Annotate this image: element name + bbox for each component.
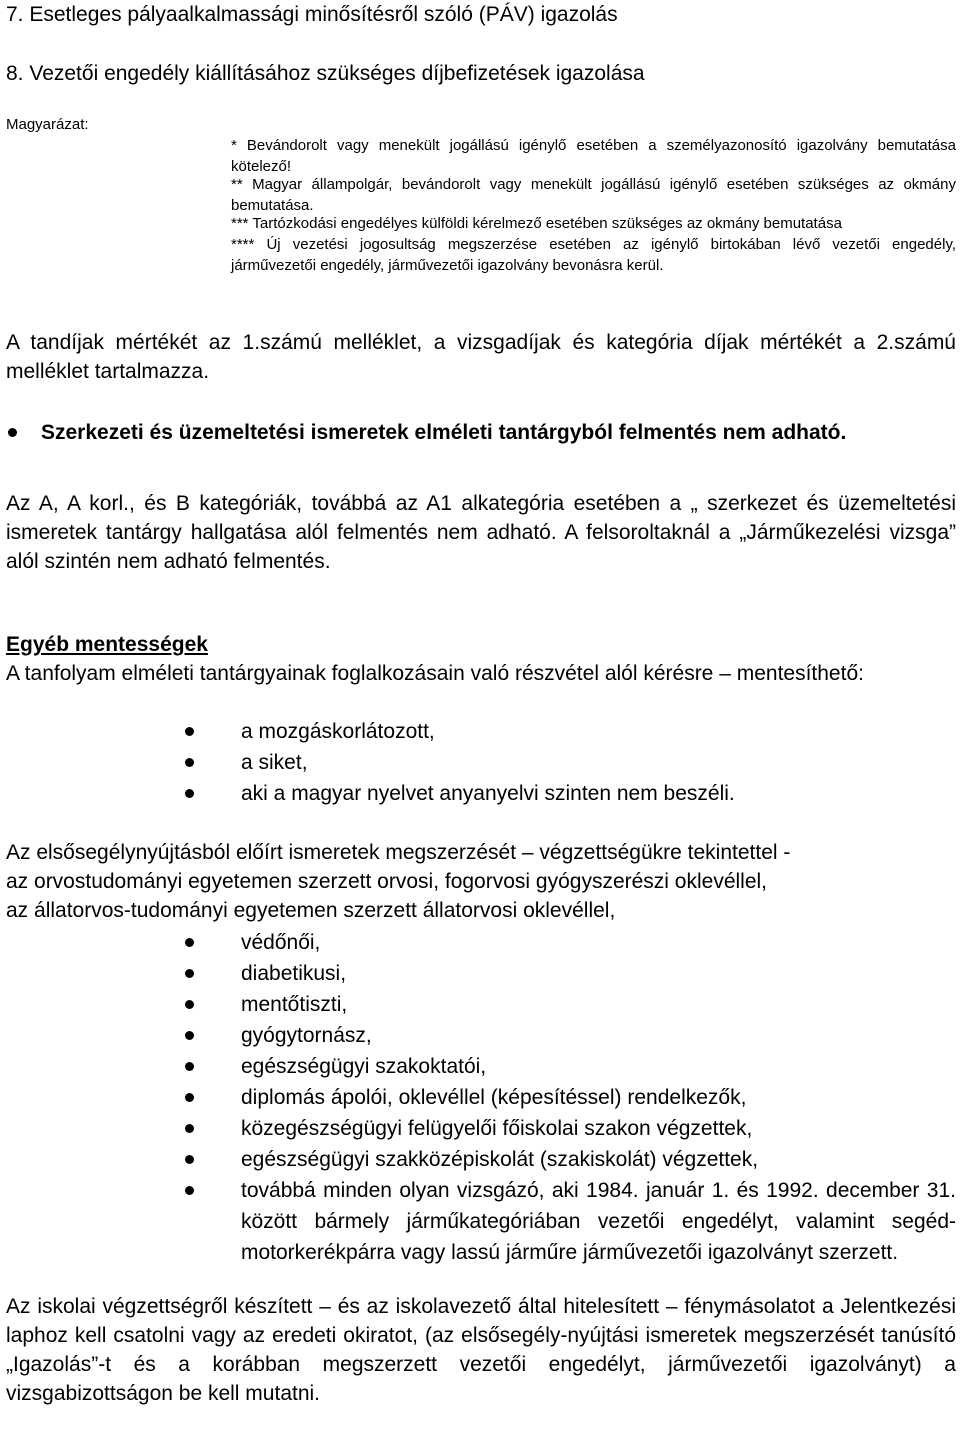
first-aid-intro-3: az állatorvos-tudományi egyetemen szerzett állatorvosi oklevéllel, — [6, 899, 616, 922]
first-aid-intro-2: az orvostudományi egyetemen szerzett orvosi, fogorvosi gyógyszerészi oklevéllel, — [6, 870, 768, 893]
bullet-icon — [185, 969, 194, 978]
other-item-1: a mozgáskorlátozott, — [241, 720, 435, 743]
first-aid-intro-1: Az elsősegélynyújtásból előírt ismeretek megszerzését – végzettségükre tekintettel - — [6, 841, 791, 864]
other-exemptions-intro: A tanfolyam elméleti tantárgyainak foglalkozásain való részvétel alól kérésre – mentesíthető: — [6, 662, 864, 685]
first-aid-item-7: közegészségügyi felügyelői főiskolai szakon végzettek, — [241, 1117, 753, 1140]
bullet-icon — [185, 789, 194, 798]
first-aid-item-6: diplomás ápolói, oklevéllel (képesítéssel) rendelkezők, — [241, 1086, 747, 1109]
explanation-note-3: *** Tartózkodási engedélyes külföldi kérelmező esetében szükséges az okmány bemutatása — [231, 215, 842, 232]
bullet-icon — [185, 1155, 194, 1164]
first-aid-item-1: védőnői, — [241, 931, 321, 954]
first-aid-item-3: mentőtiszti, — [241, 993, 348, 1016]
explanation-note-2: ** Magyar állampolgár, bevándorolt vagy menekült jogállású igénylő esetében szükséges az okmány bemutatása. — [231, 176, 956, 214]
list-item-8: 8. Vezetői engedély kiállításához szükséges díjbefizetések igazolása — [6, 62, 645, 85]
first-aid-item-4: gyógytornász, — [241, 1024, 372, 1047]
bullet-icon — [8, 428, 17, 437]
exemption-paragraph: Az A, A korl., és B kategóriák, továbbá az A1 alkategória esetében a „ szerkezet és üzemeltetési ismeretek tantárgy hallgatása alól felmentés nem adható. A felsoroltaknál a „Járműkezelési vizsga” alól szintén nem adható felmentés. — [6, 492, 956, 573]
bullet-icon — [185, 1031, 194, 1040]
fees-paragraph: A tandíjak mértékét az 1.számú melléklet, a vizsgadíjak és kategória díjak mértékét a 2.számú melléklet tartalmazza. — [6, 331, 956, 383]
closing-paragraph: Az iskolai végzettségről készített – és az iskolavezető által hitelesített – fénymásolatot a Jelentkezési laphoz kell csatolni vagy az eredeti okiratot, (az elsősegély-nyújtási ismeretek megszerzését tanúsító „Igazolás”-t és a korábban megszerzett vezetői engedélyt, járművezetői igazolványt) a vizsgabizottságon be kell mutatni. — [6, 1295, 956, 1405]
first-aid-item-9: továbbá minden olyan vizsgázó, aki 1984. január 1. és 1992. december 31. között bármely járműkategóriában vezetői engedélyt, valamint segéd-motorkerékpárra vagy lassú járműre járművezetői igazolványt szerzett. — [241, 1179, 956, 1264]
first-aid-item-5: egészségügyi szakoktatói, — [241, 1055, 487, 1078]
first-aid-item-8: egészségügyi szakközépiskolát (szakiskolát) végzettek, — [241, 1148, 759, 1171]
bullet-icon — [185, 1124, 194, 1133]
other-exemptions-heading: Egyéb mentességek — [6, 633, 208, 656]
bullet-icon — [185, 938, 194, 947]
exemption-heading: Szerkezeti és üzemeltetési ismeretek elméleti tantárgyból felmentés nem adható. — [41, 421, 847, 444]
first-aid-item-2: diabetikusi, — [241, 962, 347, 985]
bullet-icon — [185, 1093, 194, 1102]
list-item-7: 7. Esetleges pályaalkalmassági minősítésről szóló (PÁV) igazolás — [6, 3, 618, 26]
other-item-2: a siket, — [241, 751, 308, 774]
other-item-3: aki a magyar nyelvet anyanyelvi szinten nem beszéli. — [241, 782, 735, 805]
bullet-icon — [185, 1062, 194, 1071]
explanation-label: Magyarázat: — [6, 116, 89, 133]
bullet-icon — [185, 758, 194, 767]
explanation-note-1: * Bevándorolt vagy menekült jogállású igénylő esetében a személyazonosító igazolvány bemutatása kötelező! — [231, 137, 956, 175]
bullet-icon — [185, 1186, 194, 1195]
explanation-note-4: **** Új vezetési jogosultság megszerzése esetében az igénylő birtokában lévő vezetői engedély, járművezetői engedély, járművezetői igazolvány bevonásra kerül. — [231, 236, 956, 274]
bullet-icon — [185, 727, 194, 736]
bullet-icon — [185, 1000, 194, 1009]
